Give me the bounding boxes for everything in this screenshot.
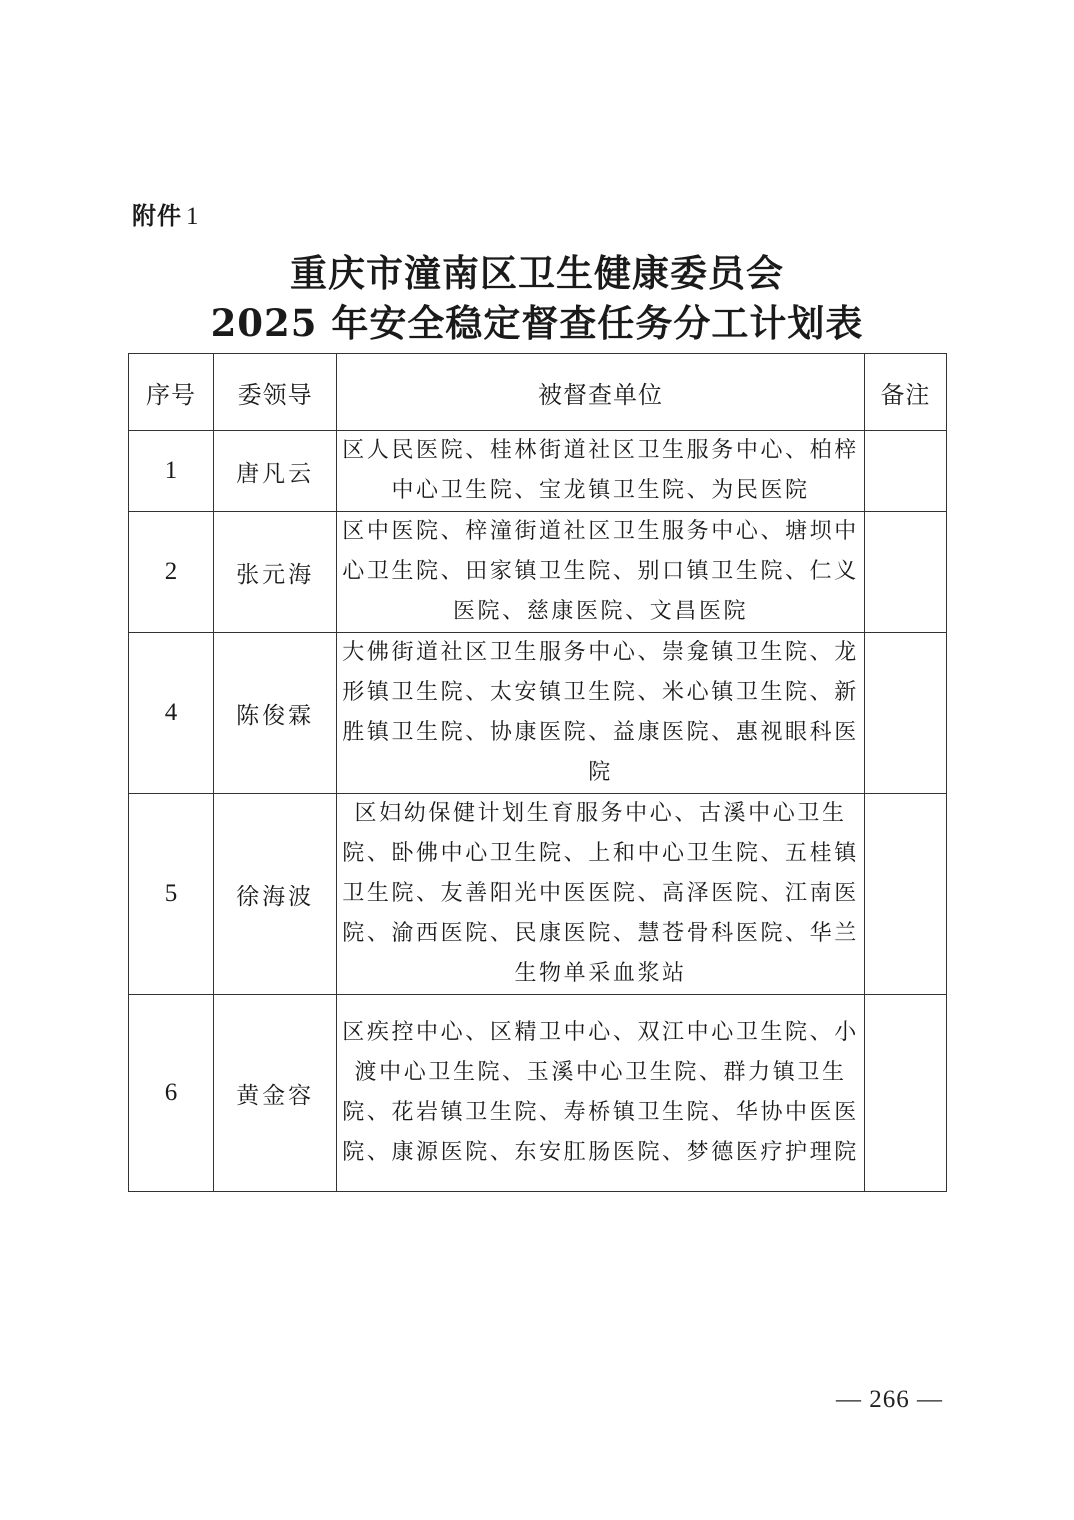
- attachment-number: 1: [186, 203, 200, 230]
- header-note: 备注: [864, 354, 946, 431]
- header-no: 序号: [129, 354, 214, 431]
- table-header-row: [129, 354, 947, 431]
- cell-units: 区中医院、梓潼街道社区卫生服务中心、塘坝中心卫生院、田家镇卫生院、别口镇卫生院、仁义医院、慈康医院、文昌医院: [337, 512, 865, 633]
- cell-no: 6: [129, 995, 214, 1192]
- cell-leader: 徐海波: [214, 794, 337, 995]
- cell-units: 区妇幼保健计划生育服务中心、古溪中心卫生院、卧佛中心卫生院、上和中心卫生院、五桂镇卫生院、友善阳光中医医院、高泽医院、江南医院、渝西医院、民康医院、慧苍骨科医院、华兰生物单采血浆站: [337, 794, 865, 995]
- header-units: 被督查单位: [337, 354, 865, 431]
- table-row: [129, 633, 947, 794]
- attachment-label: [132, 196, 200, 231]
- cell-note: [864, 794, 946, 995]
- task-assignment-table: [128, 353, 947, 1192]
- document-title-line1: 重庆市潼南区卫生健康委员会: [290, 251, 784, 295]
- document-title-line2: 2025 年安全稳定督查任务分工计划表: [210, 301, 864, 345]
- cell-no: 2: [129, 512, 214, 633]
- cell-note: [864, 633, 946, 794]
- cell-no: 5: [129, 794, 214, 995]
- table-row: [129, 794, 947, 995]
- cell-leader: 唐凡云: [214, 431, 337, 512]
- cell-no: 4: [129, 633, 214, 794]
- page-number: — 266 —: [836, 1386, 943, 1413]
- cell-note: [864, 512, 946, 633]
- cell-note: [864, 995, 946, 1192]
- header-leader: 委领导: [214, 354, 337, 431]
- cell-units: 区人民医院、桂林街道社区卫生服务中心、柏梓中心卫生院、宝龙镇卫生院、为民医院: [337, 431, 865, 512]
- cell-leader: 陈俊霖: [214, 633, 337, 794]
- cell-leader: 张元海: [214, 512, 337, 633]
- cell-units: 大佛街道社区卫生服务中心、崇龛镇卫生院、龙形镇卫生院、太安镇卫生院、米心镇卫生院、新胜镇卫生院、协康医院、益康医院、惠视眼科医院: [337, 633, 865, 794]
- attachment-text: 附件: [132, 202, 182, 230]
- cell-no: 1: [129, 431, 214, 512]
- table-row: [129, 995, 947, 1192]
- cell-leader: 黄金容: [214, 995, 337, 1192]
- cell-units: 区疾控中心、区精卫中心、双江中心卫生院、小渡中心卫生院、玉溪中心卫生院、群力镇卫生院、花岩镇卫生院、寿桥镇卫生院、华协中医医院、康源医院、东安肛肠医院、梦德医疗护理院: [337, 995, 865, 1192]
- table-row: [129, 512, 947, 633]
- cell-note: [864, 431, 946, 512]
- table-row: [129, 431, 947, 512]
